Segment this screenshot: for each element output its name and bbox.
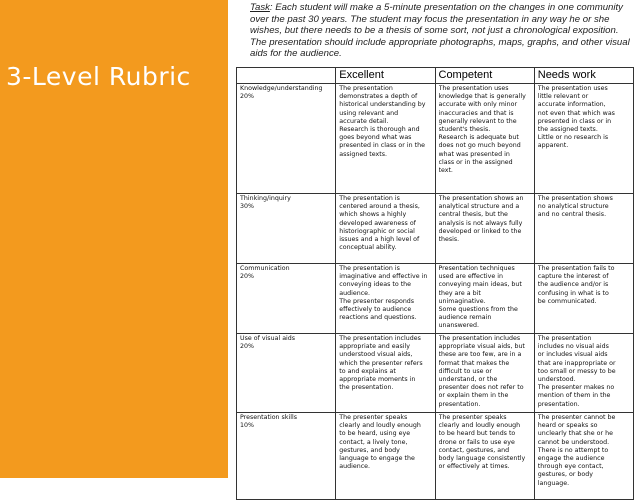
- competent-cell: [435, 264, 534, 334]
- cell-text-line: centered around a thesis,: [339, 203, 420, 211]
- cell-text-line: The presentation includes: [339, 335, 421, 342]
- cell-text-line: Research is adequate but: [438, 134, 519, 142]
- header-needs-work: Needs work: [534, 68, 633, 84]
- cell-text-line: inaccuracies and that is: [438, 109, 514, 117]
- cell-text-line: which the presenter refers: [339, 359, 423, 367]
- cell-text-line: The presentation is: [339, 195, 400, 202]
- cell-text-line: little relevant or: [537, 93, 589, 101]
- criterion-cell: [237, 334, 336, 413]
- cell-text-line: accurate detail.: [339, 117, 389, 125]
- criterion-weight: 10%: [240, 422, 254, 430]
- cell-text-line: effectively to audience: [339, 306, 412, 314]
- competent-cell: [435, 84, 534, 194]
- excellent-cell: [336, 413, 435, 500]
- criterion-name: Thinking/inquiry: [240, 195, 291, 202]
- cell-text-line: The presenter makes no: [537, 384, 615, 392]
- cell-text-line: clearly and loudly enough: [438, 422, 521, 430]
- cell-text-line: The presentation shows an: [438, 195, 524, 202]
- cell-text-line: presented in class or in the: [339, 142, 425, 150]
- cell-text-line: central thesis, but the: [438, 211, 508, 219]
- cell-text-line: The presenter speaks: [438, 414, 507, 421]
- criterion-cell: [237, 194, 336, 264]
- excellent-cell: [336, 84, 435, 194]
- cell-text-line: The presenter responds: [339, 297, 415, 305]
- cell-text-line: too small or messy to be: [537, 367, 616, 375]
- cell-text-line: audience remain: [438, 314, 492, 322]
- cell-text-line: to and explains at: [339, 367, 396, 375]
- criterion-name: Use of visual aids: [240, 335, 296, 342]
- cell-text-line: engage the audience: [537, 455, 605, 463]
- cell-text-line: The presentation includes: [438, 335, 521, 342]
- competent-cell: [435, 413, 534, 500]
- cell-text-line: contact, a lively tone,: [339, 438, 408, 446]
- header-excellent: Excellent: [336, 68, 435, 84]
- criterion-name: Knowledge/understanding: [240, 85, 323, 92]
- needs-work-cell: [534, 334, 633, 413]
- cell-text-line: understood visual aids,: [339, 351, 413, 359]
- rubric-header-row: [237, 68, 634, 84]
- cell-text-line: The presentation uses: [438, 85, 509, 92]
- cell-text-line: not even that which was: [537, 109, 615, 117]
- header-competent: Competent: [435, 68, 534, 84]
- cell-text-line: The presentation is: [339, 265, 400, 272]
- cell-text-line: capture the interest of: [537, 273, 609, 281]
- cell-text-line: no analytical structure: [537, 203, 609, 211]
- title-sidebar: [0, 0, 228, 478]
- cell-text-line: presentation.: [537, 400, 580, 408]
- cell-text-line: and no central thesis.: [537, 211, 607, 219]
- cell-text-line: The presentation fails to: [537, 265, 615, 272]
- rubric-row: [237, 334, 634, 413]
- cell-text-line: apparent.: [537, 142, 569, 150]
- cell-text-line: clearly and loudly enough: [339, 422, 421, 430]
- cell-text-line: audience.: [339, 463, 371, 471]
- cell-text-line: includes no visual aids: [537, 343, 609, 351]
- cell-text-line: historical understanding by: [339, 101, 426, 109]
- cell-text-line: cannot be understood.: [537, 438, 610, 446]
- cell-text-line: language.: [537, 479, 570, 487]
- criterion-weight: 20%: [240, 343, 254, 351]
- cell-text-line: appropriate moments in: [339, 376, 416, 384]
- cell-text-line: difficult to use or: [438, 367, 492, 375]
- cell-text-line: understood.: [537, 376, 576, 384]
- cell-text-line: analysis is not always fully: [438, 219, 523, 227]
- cell-text-line: appropriate and easily: [339, 343, 411, 351]
- cell-text-line: The presentation: [537, 335, 592, 342]
- cell-text-line: historiographic or social: [339, 227, 415, 235]
- cell-text-line: using relevant and: [339, 109, 399, 117]
- cell-text-line: drone or fails to use eye: [438, 438, 515, 446]
- cell-text-line: used are effective in: [438, 273, 503, 281]
- rubric-table: [236, 67, 634, 500]
- cell-text-line: The presenter cannot be: [537, 414, 616, 421]
- competent-cell: [435, 194, 534, 264]
- cell-text-line: reactions and questions.: [339, 314, 417, 322]
- excellent-cell: [336, 264, 435, 334]
- cell-text-line: The presentation uses: [537, 85, 608, 92]
- cell-text-line: presented in class or in: [537, 117, 612, 125]
- rubric-row: [237, 413, 634, 500]
- cell-text-line: issues and a high level of: [339, 236, 420, 244]
- cell-text-line: the audience and/or is: [537, 281, 609, 289]
- task-label: Task: [250, 2, 270, 13]
- cell-text-line: contact, gestures, and: [438, 446, 510, 454]
- cell-text-line: conveying main ideas, but: [438, 281, 522, 289]
- cell-text-line: confusing in what is to: [537, 289, 609, 297]
- rubric-row: [237, 194, 634, 264]
- cell-text-line: Little or no research is: [537, 134, 609, 142]
- cell-text-line: accurate with only minor: [438, 101, 518, 109]
- criterion-weight: 20%: [240, 93, 254, 101]
- criterion-name: Communication: [240, 265, 290, 272]
- cell-text-line: unclearly that she or he: [537, 430, 613, 438]
- cell-text-line: these are too few, are in a: [438, 351, 522, 359]
- competent-cell: [435, 334, 534, 413]
- cell-text-line: unanswered.: [438, 322, 479, 330]
- cell-text-line: the assigned texts.: [537, 126, 598, 134]
- cell-text-line: Research is thorough and: [339, 126, 420, 134]
- cell-text-line: understand, or the: [438, 376, 498, 384]
- cell-text-line: that are inappropriate or: [537, 359, 616, 367]
- criterion-weight: 30%: [240, 203, 254, 211]
- cell-text-line: thesis.: [438, 236, 460, 244]
- cell-text-line: presenter does not refer to: [438, 384, 524, 392]
- criterion-weight: 20%: [240, 273, 254, 281]
- cell-text-line: they are a bit: [438, 289, 481, 297]
- cell-text-line: class or in the assigned: [438, 158, 513, 166]
- cell-text-line: format that makes the: [438, 359, 510, 367]
- cell-text-line: presentation.: [438, 400, 481, 408]
- cell-text-line: The presentation shows: [537, 195, 613, 202]
- cell-text-line: to be heard, using eye: [339, 430, 411, 438]
- cell-text-line: assigned texts.: [339, 150, 387, 158]
- needs-work-cell: [534, 413, 633, 500]
- cell-text-line: body language consistently: [438, 455, 526, 463]
- criterion-cell: [237, 413, 336, 500]
- cell-text-line: the presentation.: [339, 384, 394, 392]
- cell-text-line: conveying ideas to the: [339, 281, 412, 289]
- cell-text-line: what was presented in: [438, 150, 510, 158]
- cell-text-line: to be heard but tends to: [438, 430, 516, 438]
- cell-text-line: or explain them in the: [438, 392, 509, 400]
- criterion-cell: [237, 84, 336, 194]
- cell-text-line: language to engage the: [339, 455, 415, 463]
- cell-text-line: accurate information,: [537, 101, 606, 109]
- cell-text-line: analytical structure and a: [438, 203, 520, 211]
- cell-text-line: generally relevant to the: [438, 117, 517, 125]
- needs-work-cell: [534, 84, 633, 194]
- cell-text-line: text.: [438, 167, 453, 175]
- cell-text-line: does not go much beyond: [438, 142, 521, 150]
- cell-text-line: gestures, or body: [537, 471, 593, 479]
- cell-text-line: knowledge that is generally: [438, 93, 526, 101]
- cell-text-line: be communicated.: [537, 297, 597, 305]
- rubric-row: [237, 84, 634, 194]
- cell-text-line: gestures, and body: [339, 446, 400, 454]
- cell-text-line: audience.: [339, 289, 371, 297]
- cell-text-line: mention of them in the: [537, 392, 611, 400]
- excellent-cell: [336, 194, 435, 264]
- cell-text-line: The presenter speaks: [339, 414, 408, 421]
- cell-text-line: developed awareness of: [339, 219, 416, 227]
- cell-text-line: developed or linked to the: [438, 227, 522, 235]
- header-criteria: [237, 68, 336, 84]
- cell-text-line: through eye contact,: [537, 463, 604, 471]
- cell-text-line: or includes visual aids: [537, 351, 608, 359]
- cell-text-line: Presentation techniques: [438, 265, 515, 272]
- cell-text-line: or effectively at times.: [438, 463, 510, 471]
- task-description: [250, 2, 630, 60]
- needs-work-cell: [534, 264, 633, 334]
- cell-text-line: imaginative and effective in: [339, 273, 428, 281]
- cell-text-line: which shows a highly: [339, 211, 407, 219]
- cell-text-line: goes beyond what was: [339, 134, 412, 142]
- needs-work-cell: [534, 194, 633, 264]
- cell-text-line: The presentation: [339, 85, 393, 92]
- cell-text-line: heard or speaks so: [537, 422, 598, 430]
- criterion-cell: [237, 264, 336, 334]
- cell-text-line: student's thesis.: [438, 126, 491, 134]
- rubric-row: [237, 264, 634, 334]
- slide-title: 3-Level Rubric: [6, 62, 191, 91]
- cell-text-line: Some questions from the: [438, 306, 518, 314]
- cell-text-line: unimaginative.: [438, 297, 486, 305]
- cell-text-line: demonstrates a depth of: [339, 93, 418, 101]
- criterion-name: Presentation skills: [240, 414, 298, 421]
- task-text: : Each student will make a 5-minute presentation on the changes in one community over the past 30 years. The student may focus the presentation in any way he or she wishes, but there needs to be a thesis of some sort, not just a chronological exposition. The presentation should include appropriate photographs, maps, graphs, and other visual aids for the audience.: [250, 2, 630, 60]
- cell-text-line: conceptual ability.: [339, 244, 397, 252]
- cell-text-line: appropriate visual aids, but: [438, 343, 525, 351]
- excellent-cell: [336, 334, 435, 413]
- cell-text-line: There is no attempt to: [537, 446, 609, 454]
